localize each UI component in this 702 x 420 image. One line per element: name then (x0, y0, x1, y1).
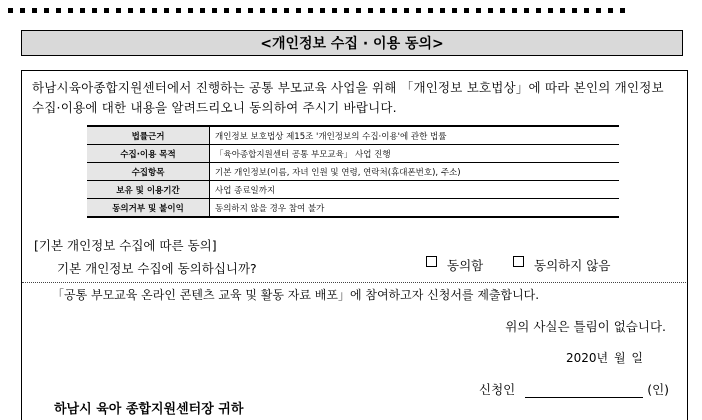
consent-question: 기본 개인정보 수집에 동의하십니까? (57, 261, 257, 276)
row-label: 수집항목 (87, 163, 210, 181)
row-value: 사업 종료일까지 (210, 181, 620, 199)
row-label: 동의거부 및 불이익 (87, 199, 210, 218)
table-row (87, 181, 619, 199)
disagree-option[interactable] (513, 256, 610, 274)
addressee: 하남시 육아 종합지원센터장 귀하 (54, 402, 244, 417)
applicant-label: 신청인 (479, 382, 516, 397)
dashed-divider (8, 8, 628, 13)
row-value: 기본 개인정보(이름, 자녀 인원 및 연령, 연락처(휴대폰번호), 주소) (210, 163, 620, 181)
row-value: 「육아종합지원센터 공통 부모교육」 사업 진행 (210, 145, 620, 163)
agree-option[interactable] (426, 256, 483, 274)
row-label: 법률근거 (87, 126, 210, 145)
info-table (87, 125, 619, 218)
dotted-divider (22, 282, 686, 283)
row-label: 보유 및 이용기간 (87, 181, 210, 199)
intro-paragraph: 하남시육아종합지원센터에서 진행하는 공통 부모교육 사업을 위해 「개인정보 보호법상」에 따라 본인의 개인정보 수집·이용에 대한 내용을 알려드리오니 동의하여 주시기 바랍니다. (32, 80, 664, 115)
table-row (87, 199, 619, 218)
row-value: 개인정보 보호법상 제15조 '개인정보의 수집·이용'에 관한 법률 (210, 126, 620, 145)
applicant-signature (479, 380, 669, 398)
confirm-text: 위의 사실은 틀림이 없습니다. (505, 319, 666, 334)
seal-label: (인) (647, 382, 670, 397)
date-field: 2020년 월 일 (566, 351, 643, 365)
table-row (87, 163, 619, 181)
signature-line[interactable] (525, 385, 643, 398)
agree-label: 동의함 (447, 258, 484, 273)
disagree-label: 동의하지 않음 (534, 258, 611, 273)
agree-checkbox[interactable] (426, 256, 437, 267)
table-row (87, 126, 619, 145)
disagree-checkbox[interactable] (513, 256, 524, 267)
form-title: <개인정보 수집 · 이용 동의> (21, 30, 683, 56)
declaration-text: 「공통 부모교육 온라인 콘텐츠 교육 및 활동 자료 배포」에 참여하고자 신청서를 제출합니다. (52, 288, 540, 302)
row-label: 수집·이용 목적 (87, 145, 210, 163)
consent-section-title: [기본 개인정보 수집에 따른 동의] (34, 238, 217, 253)
table-row (87, 145, 619, 163)
row-value: 동의하지 않을 경우 참여 불가 (210, 199, 620, 218)
